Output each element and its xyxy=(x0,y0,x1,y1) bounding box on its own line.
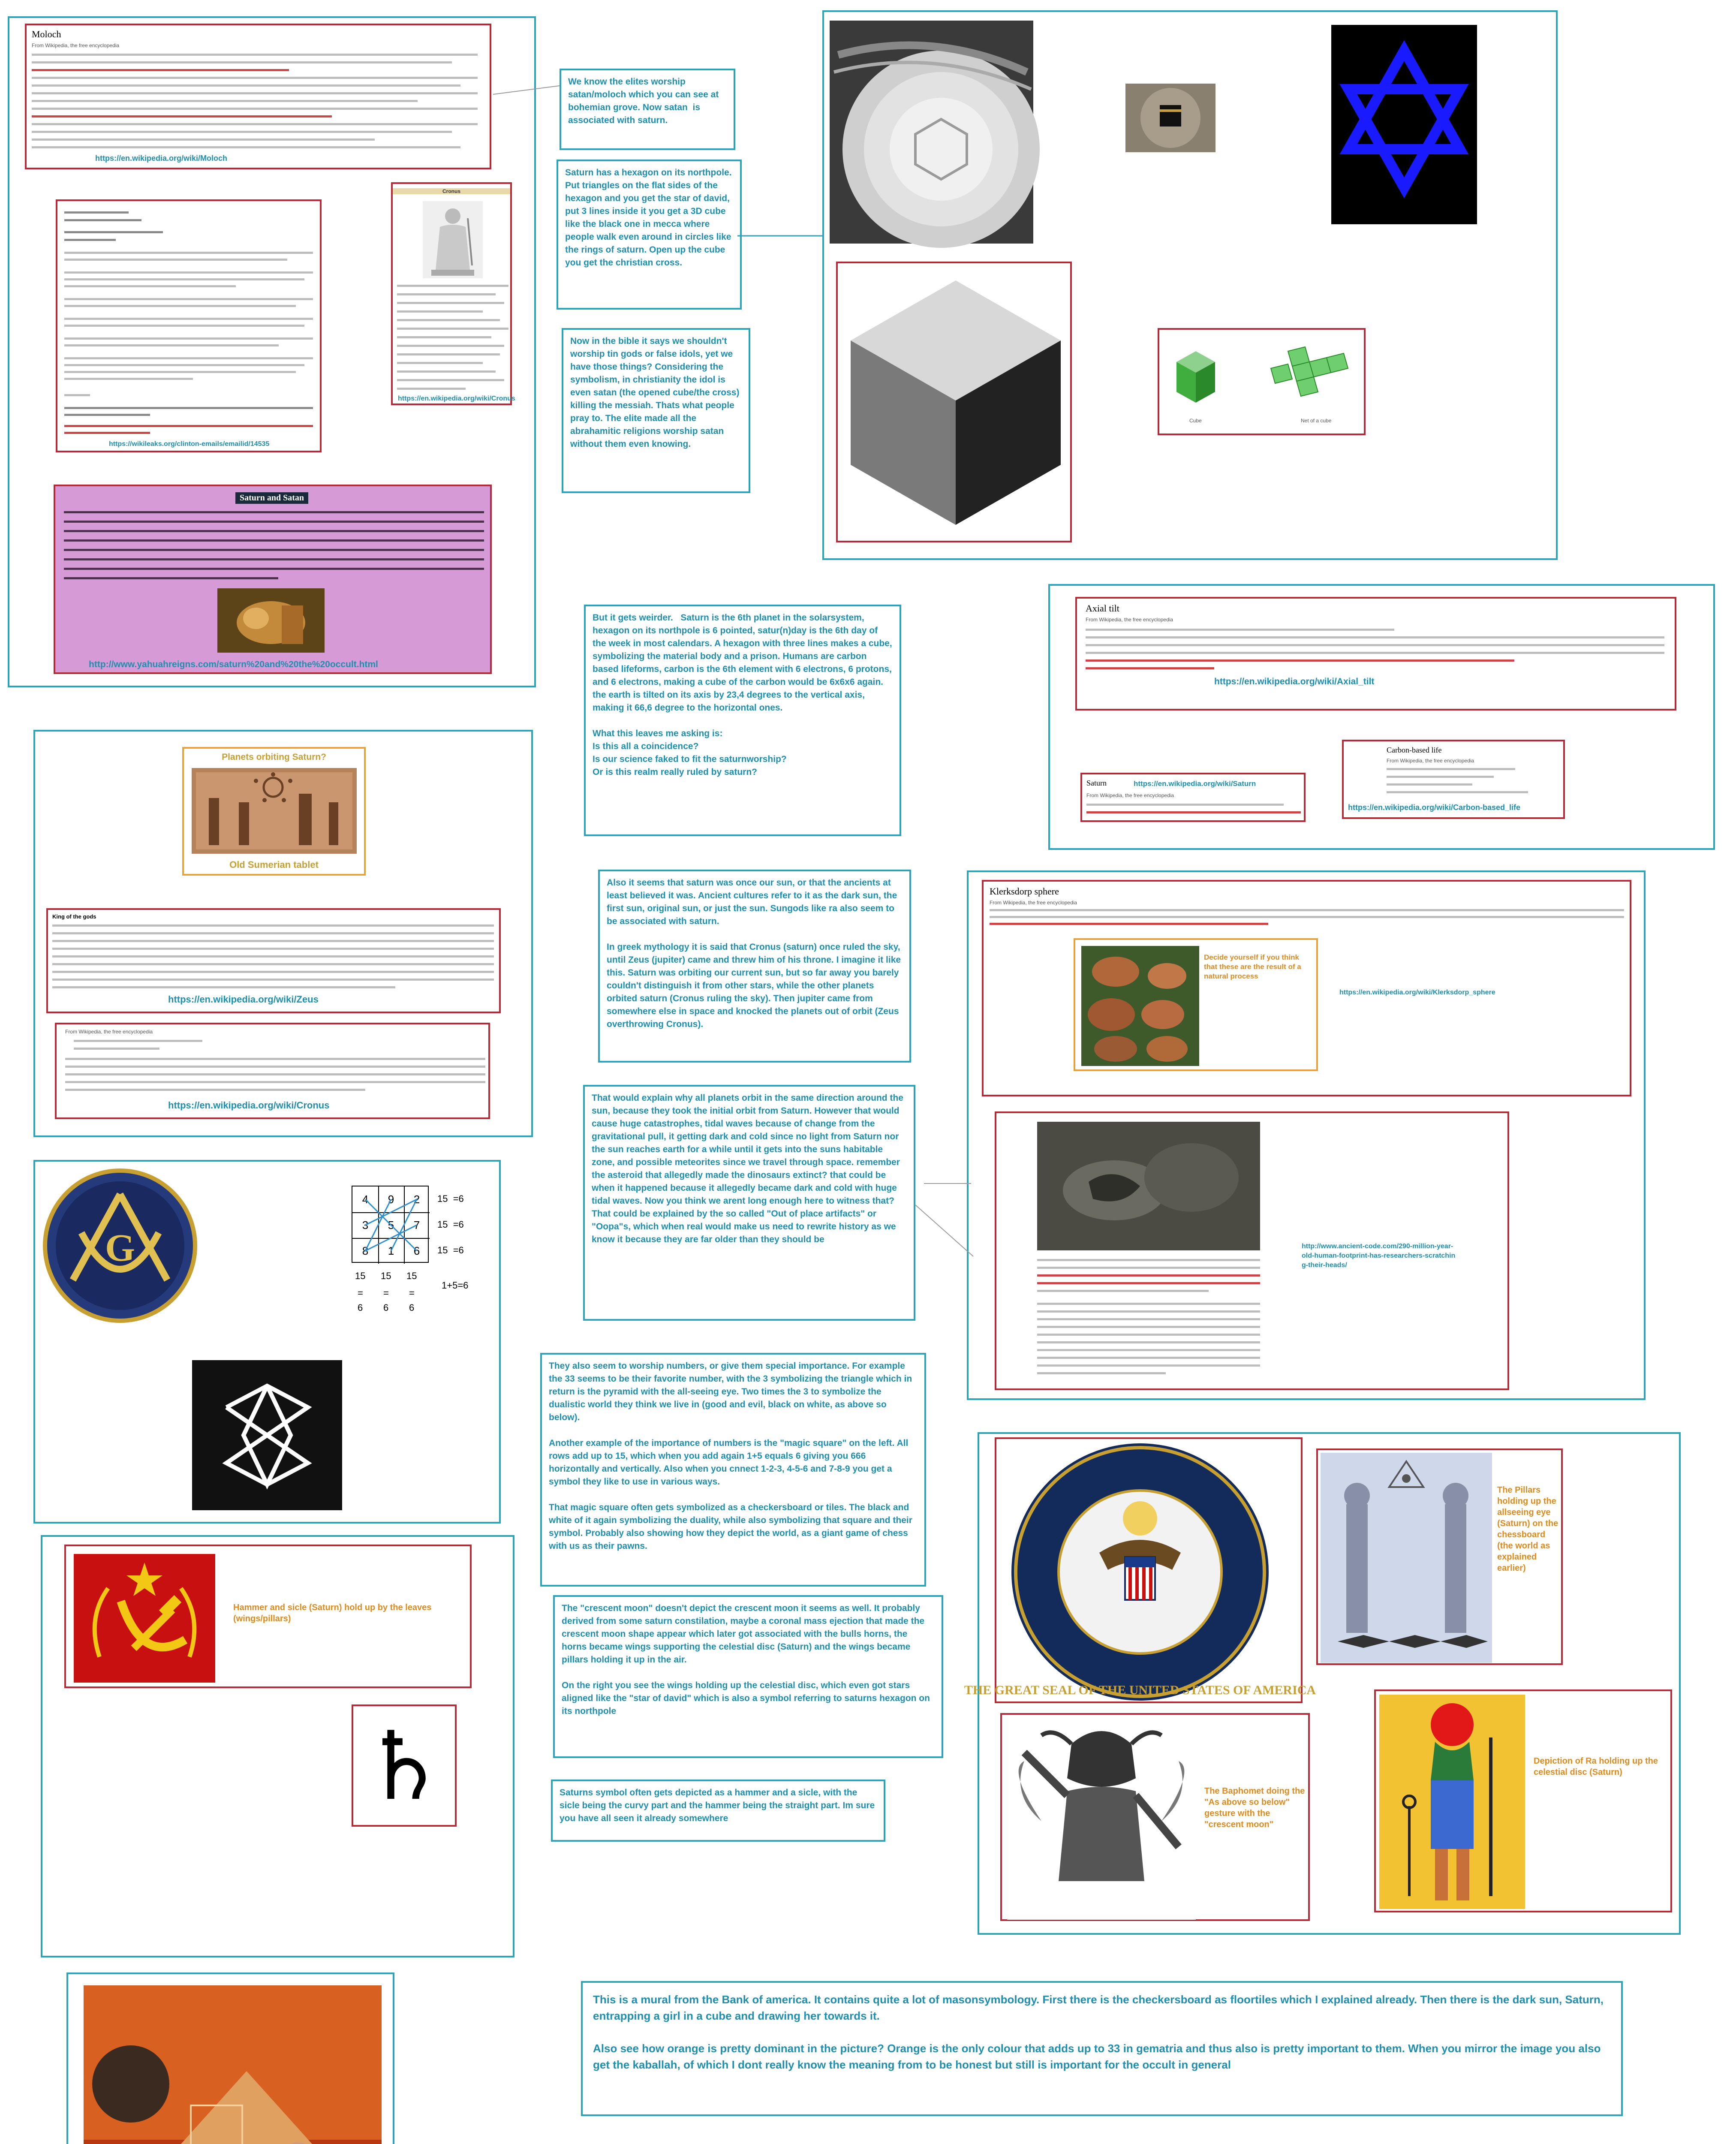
pillars-caption: The Pillars holding up the allseeing eye (Saturn) on the chessboard (the world as explained earlier) xyxy=(1497,1485,1561,1573)
saturn-north-pole-photo xyxy=(830,21,1033,244)
cube-net xyxy=(1258,343,1357,411)
sumerian-title: Planets orbiting Saturn? xyxy=(222,752,326,762)
six: 6 xyxy=(383,1302,389,1313)
green-cube xyxy=(1172,347,1219,407)
equals: = xyxy=(409,1288,415,1298)
klerksdorp-image-box xyxy=(1074,938,1318,1071)
moloch-title: Moloch xyxy=(32,29,61,39)
equals: = xyxy=(383,1288,389,1298)
moloch-subtitle: From Wikipedia, the free encyclopedia xyxy=(32,42,120,48)
col-sum: 15 xyxy=(406,1271,417,1281)
saturn-symbol-icon: ♄ xyxy=(361,1711,447,1821)
pillars-engraving xyxy=(1321,1453,1492,1663)
note-hexagon: Saturn has a hexagon on its northpole. Put triangles on the flat sides of the hexagon and you get the star of david, put 3 lines inside it you get a 3D cube like the black one in mecca where people walk even around in circles like the rings of saturn. Open up the cube you get the christian cross. xyxy=(557,160,742,310)
klerksdorp-title: Klerksdorp sphere xyxy=(990,886,1059,897)
carbon-title: Carbon-based life xyxy=(1387,746,1442,754)
klerksdorp-article xyxy=(982,880,1631,1096)
footprint-article xyxy=(995,1111,1509,1390)
cronus-link[interactable]: https://en.wikipedia.org/wiki/Cronus xyxy=(398,395,515,402)
cell: 3 xyxy=(362,1219,369,1232)
six: 6 xyxy=(409,1302,415,1313)
col-sum: 15 xyxy=(381,1271,391,1281)
klerksdorp-spheres-photo xyxy=(1081,946,1199,1066)
note-idols: Now in the bible it says we shouldn't worship tin gods or false idols, yet we have those things? Considering the symbolism, in christianity the idol is even satan (the opened cube/the cross) killing the messiah. Thats what people pray to. The elite made all the abrahamitic religions worship satan without them even knowing. xyxy=(562,328,750,493)
axial-subtitle: From Wikipedia, the free encyclopedia xyxy=(1086,617,1173,623)
3d-cube xyxy=(846,276,1065,529)
saturn-wiki-title: Saturn xyxy=(1086,779,1107,787)
cube-net-box xyxy=(1158,328,1366,435)
cronus2-subtitle: From Wikipedia, the free encyclopedia xyxy=(65,1029,153,1035)
net-label: Net of a cube xyxy=(1301,418,1332,424)
axial-tilt-article xyxy=(1075,597,1676,711)
unicursal-hexagram xyxy=(192,1360,342,1510)
six: 6 xyxy=(358,1302,363,1313)
great-seal xyxy=(964,1441,1316,1703)
saturn-symbol-box xyxy=(352,1704,457,1827)
kaaba-photo xyxy=(1125,84,1216,152)
saturn-wiki-subtitle: From Wikipedia, the free encyclopedia xyxy=(1086,792,1174,798)
carbon-article xyxy=(1342,740,1565,819)
ra-painting xyxy=(1379,1695,1525,1909)
wikileaks-email xyxy=(56,199,322,452)
connector-lines xyxy=(493,86,566,266)
cell: 8 xyxy=(362,1244,369,1257)
klerksdorp-link[interactable]: https://en.wikipedia.org/wiki/Klerksdorp_sphere xyxy=(1339,989,1495,996)
saturn-satan-box xyxy=(54,485,492,674)
ra-box xyxy=(1374,1689,1672,1912)
saturn-satan-title: Saturn and Satan xyxy=(235,492,308,504)
connector-oopa xyxy=(915,1183,975,1261)
cell: 4 xyxy=(362,1193,369,1206)
baphomet-box xyxy=(1000,1713,1310,1921)
saturn-wiki-link[interactable]: https://en.wikipedia.org/wiki/Saturn xyxy=(1134,780,1256,788)
axial-title: Axial tilt xyxy=(1086,603,1119,614)
wikileaks-link[interactable]: https://wikileaks.org/clinton-emails/emailid/14535 xyxy=(109,440,270,448)
klerksdorp-subtitle: From Wikipedia, the free encyclopedia xyxy=(990,900,1077,906)
magic-square xyxy=(343,1181,489,1361)
ra-caption: Depiction of Ra holding up the celestial disc (Saturn) xyxy=(1534,1756,1661,1777)
cronus2-link[interactable]: https://en.wikipedia.org/wiki/Cronus xyxy=(168,1100,330,1111)
star-of-david xyxy=(1331,25,1477,224)
saturn-wiki-article xyxy=(1080,773,1306,822)
sumerian-tablet xyxy=(192,768,357,854)
note-weirder: But it gets weirder. Saturn is the 6th planet in the solarsystem, hexagon on its northpole is 6 pointed, satur(n)day is the 6th day of the week in most calendars. A hexagon with three lines makes a cube, symbolizing the material body and a prison. Humans are carbon based lifeforms, carbon is the 6th element with 6 electrons, 6 protons, and 6 electrons, making a cube of the carbon would be 6x6x6 again. the earth is tilted on its axis by 23,4 degrees to the vertical axis, making it 66,6 degree to the horizontal ones. What this leaves me asking is: Is this all a coincidence? Is our science faked to fit the saturnworship? Or is this realm really ruled by saturn? xyxy=(584,605,901,836)
note-numbers: They also seem to worship numbers, or give them special importance. For example the 33 seems to be their favorite number, with the 3 symbolizing the triangle which in return is the pyramid with the all-seeing eye. Two times the 3 to symbolize the dualistic world they think we live in (good and evil, black on white, as above so below). Another example of the importance of numbers is the "magic square" on the left. All rows add up to 15, which when you add again 1+5 equals 6 giving you 666 horizontally and vertically. Also when you cnnect 1-2-3, 4-5-6 and 7-8-9 you get a symbol they like to use in various ways. That magic square often gets symbolized as a checkersboard or tiles. The black and white of it again symbolizing the duality, while also symbolizing that square and their symbol. Probably also showing how they depict the world, as a giant game of chess with us as their pawns. xyxy=(540,1353,926,1587)
note-oursun: Also it seems that saturn was once our sun, or that the ancients at least believed it was. Ancient cultures refer to it as the dark sun, the first sun, original sun, or just the sun. Sungods like ra also seem to be associated with saturn. In greek mythology it is said that Cronus (saturn) once ruled the sky, until Zeus (jupiter) came and threw him of his throne. I imagine it like this. Saturn was orbiting our current sun, but so far away you barely couldn't distinguish it from other stars, while the other planets orbited saturn (Cronus ruling the sky). Then jupiter came from somewhere else in space and knocked the planets out of orbit (Zeus overthrowing Cronus). xyxy=(598,870,911,1063)
zeus-article xyxy=(46,908,501,1013)
cell: 7 xyxy=(413,1219,420,1232)
freemason-emblem xyxy=(43,1168,197,1323)
cronus-article xyxy=(55,1023,490,1119)
equals: = xyxy=(358,1288,363,1298)
communist-caption: Hammer and sicle (Saturn) hold up by the leaves (wings/pillars) xyxy=(233,1603,434,1623)
row-sum: 15 =6 xyxy=(437,1219,464,1230)
carbon-link[interactable]: https://en.wikipedia.org/wiki/Carbon-based_life xyxy=(1348,803,1521,812)
carbon-subtitle: From Wikipedia, the free encyclopedia xyxy=(1387,758,1474,764)
cell: 2 xyxy=(413,1193,420,1206)
sumerian-caption: Old Sumerian tablet xyxy=(229,859,319,870)
footprint-link[interactable]: http://www.ancient-code.com/290-million-year-old-human-footprint-has-researchers-scratching-their-heads/ xyxy=(1302,1243,1456,1269)
sumerian-box xyxy=(182,747,366,876)
magic-square-grid xyxy=(352,1186,429,1263)
note-hammer: Saturns symbol often gets depicted as a hammer and a sicle, with the sicle being the curvy part and the hammer being the straight part. Im sure you have all seen it already somewhere xyxy=(551,1780,885,1842)
cube-image-box xyxy=(836,262,1072,542)
note-mural: This is a mural from the Bank of america. It contains quite a lot of masonsymbology. First there is the checkersboard as floortiles which I explained already. Then there is the dark sun, Saturn, entrapping a girl in a cube and drawing her towards it. Also see how orange is pretty dominant in the picture? Orange is the only colour that adds up to 33 in gematria and thus also is pretty important to them. When you mirror the image you also get the kaballah, of which I dont really know the meaning from to be honest but still is important for the occult in general xyxy=(581,1981,1623,2116)
seal-text: THE GREAT SEAL OF THE UNITED STATES OF AMERICA xyxy=(964,1683,1316,1697)
saturn-satan-link[interactable]: http://www.yahuahreigns.com/saturn%20and%20the%20occult.html xyxy=(89,659,378,669)
zeus-link[interactable]: https://en.wikipedia.org/wiki/Zeus xyxy=(168,994,319,1005)
note-bohemian: We know the elites worship satan/moloch which you can see at bohemian grove. Now satan is associated with saturn. xyxy=(560,69,735,150)
bank-of-america-mural xyxy=(84,1985,382,2144)
magic-square-connections xyxy=(352,1186,430,1264)
row-sum: 15 =6 xyxy=(437,1245,464,1256)
note-crescent: The "crescent moon" doesn't depict the crescent moon it seems as well. It probably derived from some saturn constilation, maybe a coronal mass ejection that made the crescent moon shape appear which later got associated with the bulls horns, the horns became wings supporting the celestial disc (Saturn) and the wings became pillars holding it up in the air. On the right you see the wings holding up the celestial disc, which even got stars aligned like the "star of david" which is also a symbol referring to saturns hexagon on its northpole xyxy=(553,1595,943,1758)
klerksdorp-caption: Decide yourself if you think that these are the result of a natural process xyxy=(1204,953,1303,980)
zeus-heading: King of the gods xyxy=(52,913,96,920)
cell: 1 xyxy=(388,1244,394,1257)
pillars-box xyxy=(1316,1448,1563,1665)
baphomet-caption: The Baphomet doing the "As above so below" gesture with the "crescent moon" xyxy=(1204,1786,1307,1829)
row-sum: 15 =6 xyxy=(437,1193,464,1204)
communist-box xyxy=(64,1545,472,1688)
baphomet-engraving xyxy=(1007,1718,1196,1920)
freemason-letter: G xyxy=(105,1227,135,1269)
axial-link[interactable]: https://en.wikipedia.org/wiki/Axial_tilt xyxy=(1214,677,1375,687)
note-orbits: That would explain why all planets orbit in the same direction around the sun, because they took the initial orbit from Saturn. However that would cause huge catastrophes, tidal waves because of change from the gravitational pull, it getting dark and cold since no light from Saturn nor the sun reaches earth for a while until it gets into the suns habitable zone, and possible meteorites since we travel through space. remember the asteroid that allegedly made the dinosaurs extinct? that could be when it happened because it allegedly became dark and cold with huge tidal waves. Now you think we arent long enough here to witness that? That could be explained by the so called "Out of place artifacts" or "Oopa"s, which when real would make us need to rewrite history as we know it because they are far older than they should be xyxy=(583,1085,915,1321)
cell: 6 xyxy=(413,1244,420,1257)
moloch-link[interactable]: https://en.wikipedia.org/wiki/Moloch xyxy=(95,154,228,163)
total-sum: 1+5=6 xyxy=(442,1280,469,1291)
cronus-statue-image xyxy=(423,201,483,278)
col-sum: 15 xyxy=(355,1271,366,1281)
cell: 9 xyxy=(388,1193,394,1206)
fossil-footprint-photo xyxy=(1037,1122,1260,1250)
connector-hexagon xyxy=(737,232,827,240)
seal-box xyxy=(964,1437,1316,1703)
soviet-emblem xyxy=(74,1554,215,1683)
cube-label: Cube xyxy=(1189,418,1202,424)
cronus-infobox-title: Cronus xyxy=(393,188,510,194)
saturn-devouring-painting xyxy=(217,588,325,653)
cell: 5 xyxy=(388,1219,394,1232)
moloch-article xyxy=(25,24,491,169)
